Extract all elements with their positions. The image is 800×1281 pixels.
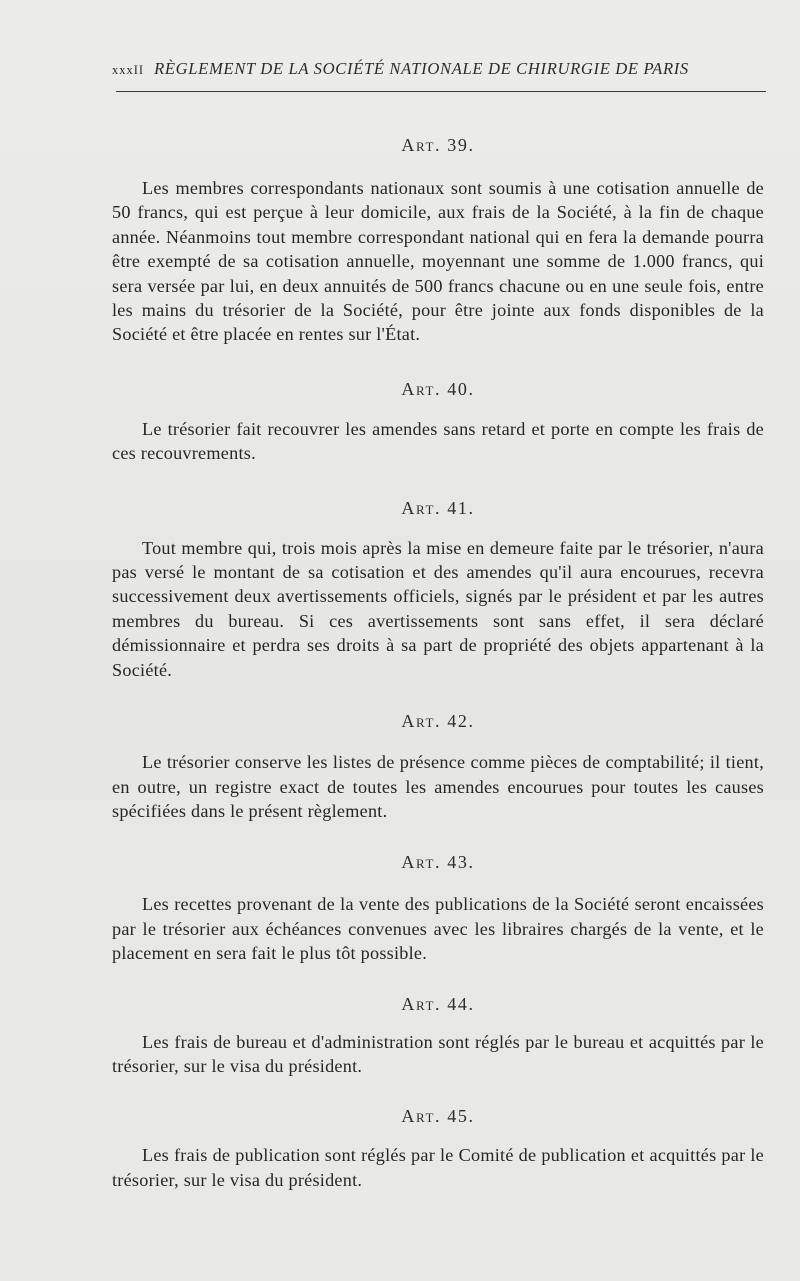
article-heading: Art. 39. bbox=[401, 135, 475, 155]
article-text: Le trésorier fait recouvrer les amendes sans retard et porte en compte les frais de ces recouvrements. bbox=[112, 418, 764, 464]
running-title: RÈGLEMENT DE LA SOCIÉTÉ NATIONALE DE CHIRURGIE DE PARIS bbox=[154, 59, 689, 78]
article-text: Les membres correspondants nationaux sont soumis à une cotisation annuelle de 50 francs, qui est perçue à leur domicile, aux frais de la Société, à la fin de chaque année. Néanmoins tout membre correspondant national qui en fera la demande pourra être exempté de sa cotisation annuelle, moyennant une somme de 1.000 francs, qui sera versée par lui, en deux annuités de 500 francs chacune ou en une seule fois, entre les mains du trésorier de la Société, pour être jointe aux fonds disponibles de la Société et être placée en rentes sur l'État. bbox=[112, 178, 764, 345]
page-folio: xxxII bbox=[112, 63, 145, 77]
header-rule bbox=[116, 91, 766, 92]
article-heading: Art. 44. bbox=[401, 993, 475, 1014]
article-heading: Art. 40. bbox=[401, 378, 475, 399]
article-text: Les frais de bureau et d'administration sont réglés par le bureau et acquittés par le trésorier, sur le visa du président. bbox=[112, 1031, 764, 1076]
article-text: Tout membre qui, trois mois après la mise en demeure faite par le trésorier, n'aura pas versé le montant de sa cotisation et des amendes qu'il aura encourues, recevra successivement deux avertissements officiels, signés par le président et par les autres membres du bureau. Si ces avertissements sont sans effet, il sera déclaré démissionnaire et perdra ses droits à sa part de propriété des objets appartenant à la Société. bbox=[112, 537, 764, 680]
article-heading: Art. 41. bbox=[401, 497, 475, 518]
article-heading: Art. 43. bbox=[401, 852, 475, 873]
article-text: Le trésorier conserve les listes de présence comme pièces de comptabilité; il tient, en outre, un registre exact de toutes les amendes encourues pour toutes les causes spécifiées dans le présent règlement. bbox=[112, 752, 764, 821]
article-text: Les recettes provenant de la vente des publications de la Société seront encaissées par le trésorier aux échéances convenues avec les libraires chargés de la vente, et le placement en sera fait le plus tôt possible. bbox=[112, 894, 764, 964]
article-heading: Art. 45. bbox=[401, 1106, 475, 1127]
article-text: Les frais de publication sont réglés par le Comité de publication et acquittés par le trésorier, sur le visa du président. bbox=[112, 1145, 764, 1190]
article-list bbox=[112, 130, 764, 1192]
article-heading: Art. 42. bbox=[401, 711, 475, 732]
running-header bbox=[112, 59, 762, 79]
